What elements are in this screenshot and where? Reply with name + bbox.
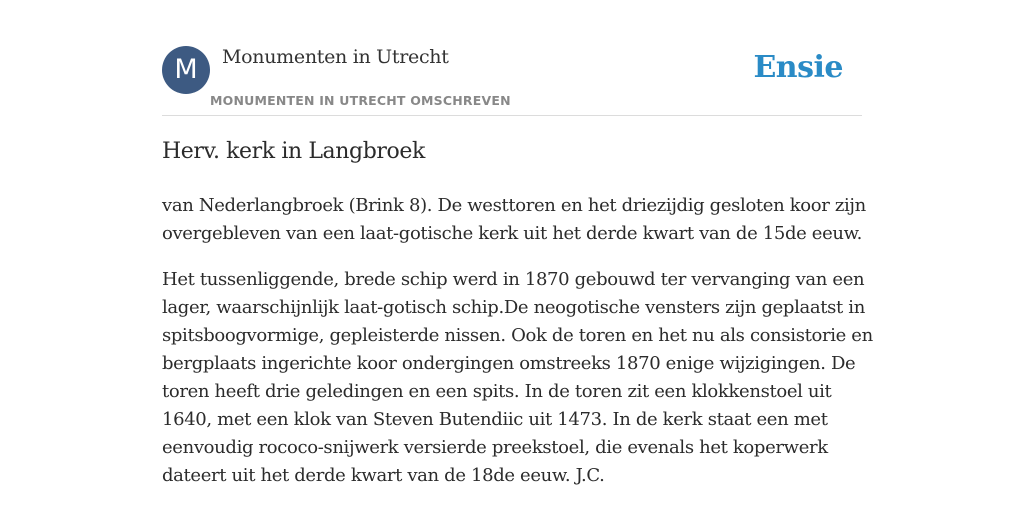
paragraph-line: 1640, met een klok van Steven Butendiic uit 1473. In de kerk staat een met — [162, 409, 828, 430]
source-subtitle: MONUMENTEN IN UTRECHT OMSCHREVEN — [210, 93, 511, 108]
article-body — [162, 192, 873, 508]
paragraph — [162, 266, 873, 490]
paragraph-line: spitsboogvormige, gepleisterde nissen. Ook de toren en het nu als consistorie en — [162, 325, 873, 346]
article-title: Herv. kerk in Langbroek — [162, 139, 425, 164]
paragraph-line: Het tussenliggende, brede schip werd in 1870 gebouwd ter vervanging van een — [162, 269, 865, 290]
paragraph-line: bergplaats ingerichte koor ondergingen omstreeks 1870 enige wijzigingen. De — [162, 353, 856, 374]
paragraph — [162, 192, 866, 248]
paragraph-line: van Nederlangbroek (Brink 8). De westtoren en het driezijdig gesloten koor zijn — [162, 195, 866, 216]
paragraph-line: lager, waarschijnlijk laat-gotisch schip.De neogotische vensters zijn geplaatst in — [162, 297, 865, 318]
brand-logo[interactable]: Ensie — [753, 50, 843, 85]
paragraph-line: eenvoudig rococo-snijwerk versierde preekstoel, die evenals het koperwerk — [162, 437, 828, 458]
paragraph-line: dateert uit het derde kwart van de 18de eeuw. J.C. — [162, 465, 605, 486]
paragraph-line: overgebleven van een laat-gotische kerk uit het derde kwart van de 15de eeuw. — [162, 223, 862, 244]
header-divider — [162, 115, 862, 116]
avatar[interactable]: M — [162, 46, 210, 94]
paragraph-line: toren heeft drie geledingen en een spits. In de toren zit een klokkenstoel uit — [162, 381, 832, 402]
source-title[interactable]: Monumenten in Utrecht — [222, 46, 449, 68]
